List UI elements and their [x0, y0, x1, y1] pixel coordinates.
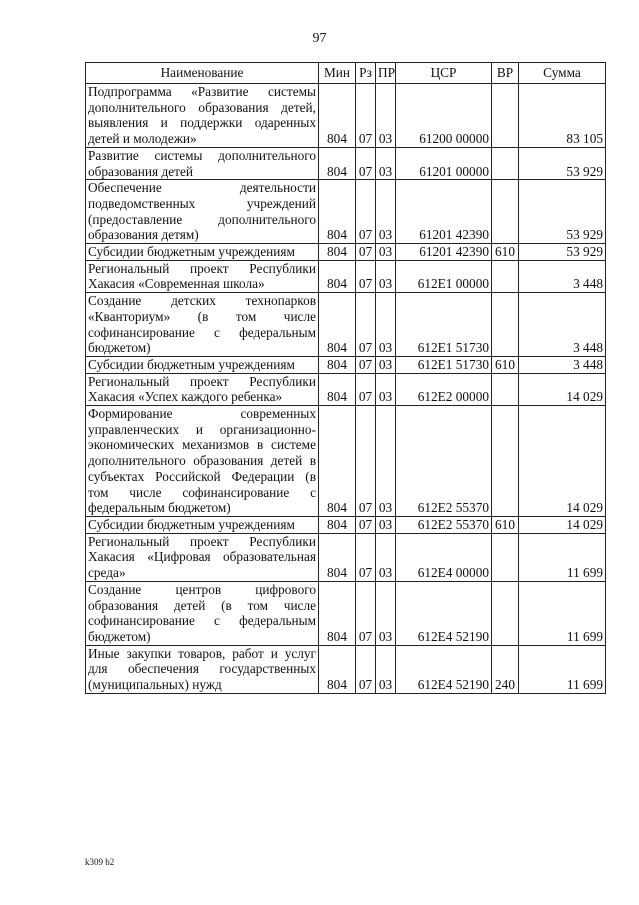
cell-min: 804: [319, 516, 356, 533]
table-row: [86, 244, 606, 261]
table-row: [86, 180, 606, 244]
cell-csr: 61201 42390: [396, 244, 492, 261]
cell-rz: 07: [356, 406, 376, 517]
cell-rz: 07: [356, 533, 376, 581]
budget-table: [85, 62, 606, 694]
cell-name: Иные закупки товаров, работ и услуг для обеспечения государственных (муниципальных) нужд: [86, 645, 319, 693]
cell-min: 804: [319, 180, 356, 244]
table-row: [86, 406, 606, 517]
cell-vr: [492, 260, 519, 292]
cell-sum: 3 448: [519, 293, 606, 357]
cell-rz: 07: [356, 84, 376, 148]
header-min: Мин: [319, 63, 356, 84]
cell-rz: 07: [356, 373, 376, 405]
cell-rz: 07: [356, 356, 376, 373]
cell-name: Развитие системы дополнительного образования детей: [86, 147, 319, 179]
cell-sum: 83 105: [519, 84, 606, 148]
cell-name: Региональный проект Республики Хакасия «Цифровая образовательная среда»: [86, 533, 319, 581]
cell-vr: [492, 373, 519, 405]
header-csr: ЦСР: [396, 63, 492, 84]
cell-name: Региональный проект Республики Хакасия «Успех каждого ребенка»: [86, 373, 319, 405]
cell-rz: 07: [356, 645, 376, 693]
table-row: [86, 260, 606, 292]
cell-min: 804: [319, 84, 356, 148]
header-vr: ВР: [492, 63, 519, 84]
header-name: Наименование: [86, 63, 319, 84]
cell-vr: 240: [492, 645, 519, 693]
cell-min: 804: [319, 356, 356, 373]
cell-pr: 03: [376, 356, 396, 373]
cell-csr: 61201 00000: [396, 147, 492, 179]
header-sum: Сумма: [519, 63, 606, 84]
table-row: [86, 147, 606, 179]
table-row: [86, 356, 606, 373]
cell-csr: 612E4 00000: [396, 533, 492, 581]
cell-min: 804: [319, 533, 356, 581]
cell-rz: 07: [356, 147, 376, 179]
cell-name: Обеспечение деятельности подведомственных учреждений (предоставление дополнительного образования детям): [86, 180, 319, 244]
cell-name: Создание центров цифрового образования детей (в том числе софинансирование с федеральным бюджетом): [86, 581, 319, 645]
cell-name: Субсидии бюджетным учреждениям: [86, 244, 319, 261]
cell-rz: 07: [356, 244, 376, 261]
table-row: [86, 293, 606, 357]
cell-pr: 03: [376, 533, 396, 581]
cell-pr: 03: [376, 516, 396, 533]
cell-pr: 03: [376, 260, 396, 292]
cell-vr: [492, 533, 519, 581]
cell-vr: 610: [492, 356, 519, 373]
cell-csr: 612E2 55370: [396, 406, 492, 517]
cell-min: 804: [319, 260, 356, 292]
footer-code: k309 b2: [85, 857, 115, 867]
table-row: [86, 645, 606, 693]
cell-csr: 612E2 00000: [396, 373, 492, 405]
cell-min: 804: [319, 147, 356, 179]
cell-sum: 11 699: [519, 533, 606, 581]
cell-name: Формирование современных управленческих и организационно-экономических механизмов в системе дополнительного образования детей в субъектах Российской Федерации (в том числе софинансирование с федеральным бюджетом): [86, 406, 319, 517]
cell-name: Региональный проект Республики Хакасия «Современная школа»: [86, 260, 319, 292]
cell-pr: 03: [376, 180, 396, 244]
cell-vr: 610: [492, 516, 519, 533]
cell-name: Создание детских технопарков «Кванториум» (в том числе софинансирование с федеральным бюджетом): [86, 293, 319, 357]
cell-csr: 612E4 52190: [396, 645, 492, 693]
cell-pr: 03: [376, 84, 396, 148]
cell-min: 804: [319, 373, 356, 405]
cell-rz: 07: [356, 581, 376, 645]
cell-vr: [492, 406, 519, 517]
cell-vr: [492, 84, 519, 148]
cell-name: Подпрограмма «Развитие системы дополнительного образования детей, выявления и поддержки одаренных детей и молодежи»: [86, 84, 319, 148]
cell-vr: [492, 180, 519, 244]
cell-pr: 03: [376, 293, 396, 357]
cell-csr: 61201 42390: [396, 180, 492, 244]
table-header-row: [86, 63, 606, 84]
cell-pr: 03: [376, 645, 396, 693]
cell-pr: 03: [376, 147, 396, 179]
cell-sum: 53 929: [519, 147, 606, 179]
cell-sum: 14 029: [519, 406, 606, 517]
cell-csr: 61200 00000: [396, 84, 492, 148]
header-pr: ПР: [376, 63, 396, 84]
cell-csr: 612E4 52190: [396, 581, 492, 645]
table-row: [86, 533, 606, 581]
cell-rz: 07: [356, 180, 376, 244]
cell-sum: 3 448: [519, 260, 606, 292]
cell-pr: 03: [376, 581, 396, 645]
cell-sum: 53 929: [519, 180, 606, 244]
cell-pr: 03: [376, 406, 396, 517]
cell-sum: 11 699: [519, 645, 606, 693]
page-number: 97: [312, 31, 327, 46]
cell-name: Субсидии бюджетным учреждениям: [86, 356, 319, 373]
cell-min: 804: [319, 406, 356, 517]
cell-min: 804: [319, 293, 356, 357]
cell-sum: 14 029: [519, 516, 606, 533]
cell-csr: 612E1 51730: [396, 356, 492, 373]
header-rz: Рз: [356, 63, 376, 84]
cell-pr: 03: [376, 244, 396, 261]
cell-csr: 612E1 51730: [396, 293, 492, 357]
table-row: [86, 516, 606, 533]
cell-csr: 612E1 00000: [396, 260, 492, 292]
cell-name: Субсидии бюджетным учреждениям: [86, 516, 319, 533]
cell-min: 804: [319, 581, 356, 645]
cell-vr: [492, 293, 519, 357]
cell-csr: 612E2 55370: [396, 516, 492, 533]
cell-sum: 53 929: [519, 244, 606, 261]
cell-rz: 07: [356, 260, 376, 292]
table-row: [86, 581, 606, 645]
table-row: [86, 373, 606, 405]
cell-pr: 03: [376, 373, 396, 405]
cell-sum: 14 029: [519, 373, 606, 405]
cell-rz: 07: [356, 516, 376, 533]
cell-vr: [492, 581, 519, 645]
cell-rz: 07: [356, 293, 376, 357]
cell-sum: 3 448: [519, 356, 606, 373]
cell-vr: [492, 147, 519, 179]
table-row: [86, 84, 606, 148]
cell-min: 804: [319, 244, 356, 261]
cell-vr: 610: [492, 244, 519, 261]
cell-min: 804: [319, 645, 356, 693]
cell-sum: 11 699: [519, 581, 606, 645]
